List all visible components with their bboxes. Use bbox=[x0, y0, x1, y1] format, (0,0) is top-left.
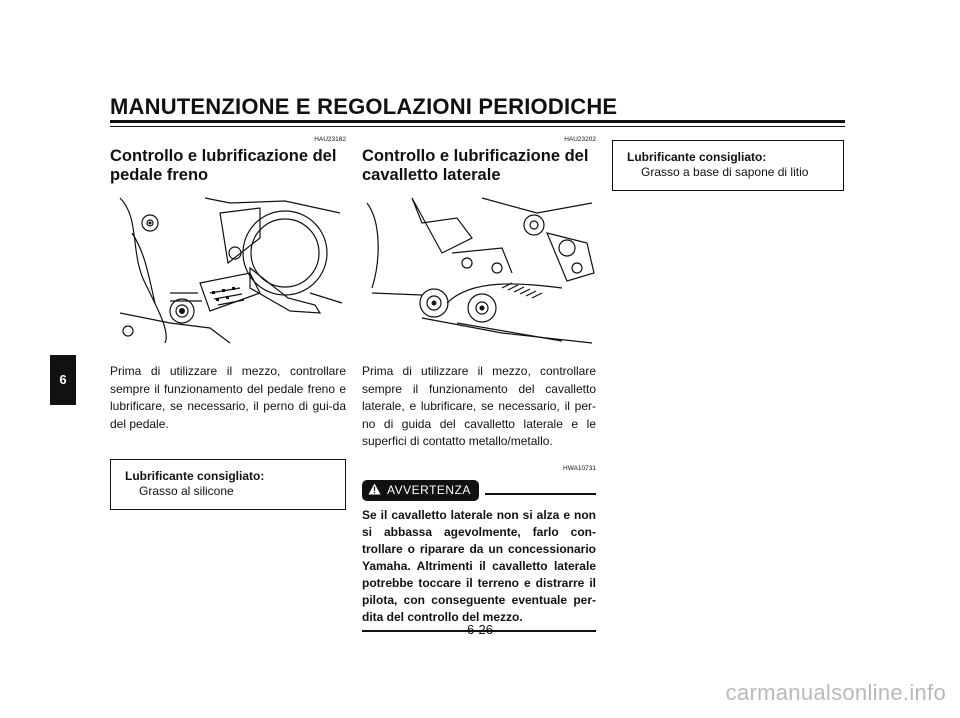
watermark: carmanualsonline.info bbox=[725, 680, 946, 705]
section-title: Controllo e lubrificazione del pedale freno bbox=[110, 147, 337, 184]
warning-code: HWA10731 bbox=[563, 464, 596, 472]
lubricant-box bbox=[110, 459, 346, 510]
section-body: Prima di utilizzare il mezzo, controllare sempre il funzionamento del pedale freno e lubrificare, se necessario, il perno di gui-da del pedale. bbox=[110, 364, 346, 431]
warning-text: Se il cavalletto laterale non si alza e non si abbassa agevolmente, farlo con-trollare o riparare da un concessionario Yamaha. Altrimenti il cavalletto laterale potrebbe toccare il terreno e distrarre il pilota, con conseguente eventuale per-dita del controllo del mezzo. bbox=[362, 507, 596, 624]
page-number: 6-26 bbox=[466, 622, 494, 637]
brake-pedal-illustration bbox=[110, 193, 346, 345]
lubricant-label: Lubrificante consigliato: bbox=[125, 469, 265, 483]
warning-badge bbox=[362, 480, 479, 501]
lubricant-value: Grasso a base di sapone di litio bbox=[641, 165, 809, 179]
section-title: Controllo e lubrificazione del cavalletto laterale bbox=[362, 147, 589, 184]
side-lubricant-column bbox=[612, 140, 844, 191]
header-rule-thin bbox=[110, 126, 845, 127]
sidestand-illustration bbox=[362, 193, 598, 345]
section-code: HAU23182 bbox=[314, 136, 346, 143]
chapter-number: 6 bbox=[59, 372, 67, 387]
warning-header bbox=[362, 480, 596, 501]
section-sidestand bbox=[362, 128, 596, 632]
section-code: HAU23202 bbox=[564, 136, 596, 143]
chapter-tab bbox=[50, 355, 76, 405]
page-header-title: MANUTENZIONE E REGOLAZIONI PERIODICHE bbox=[110, 94, 618, 119]
lubricant-value: Grasso al silicone bbox=[139, 484, 234, 498]
lubricant-box bbox=[612, 140, 844, 191]
lubricant-label: Lubrificante consigliato: bbox=[627, 150, 767, 164]
warning-rule bbox=[485, 493, 596, 495]
header-rule bbox=[110, 120, 845, 123]
warning-triangle-icon bbox=[368, 483, 381, 498]
section-body: Prima di utilizzare il mezzo, controllare sempre il funzionamento del cavalletto laterale, e lubrificare, se necessario, il per-no di guida del cavalletto laterale e le superfici di contatto metallo/metallo. bbox=[362, 364, 596, 448]
section-brake-pedal bbox=[110, 128, 346, 510]
warning-label: AVVERTENZA bbox=[387, 483, 471, 497]
